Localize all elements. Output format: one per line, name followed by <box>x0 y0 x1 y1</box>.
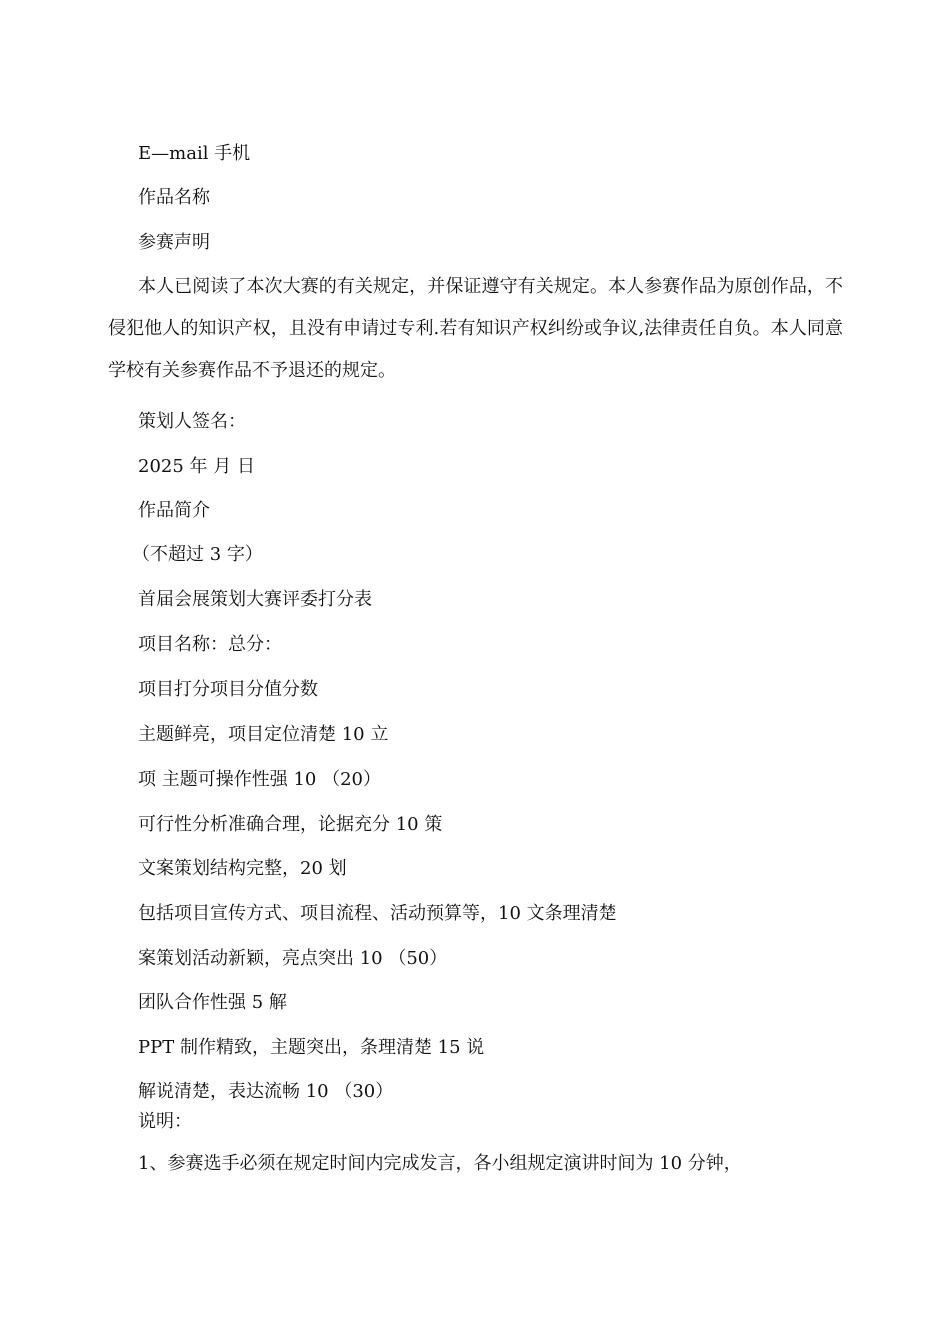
score-row: PPT 制作精致，主题突出，条理清楚 15 说 <box>138 1037 485 1058</box>
date-line: 2025 年 月 日 <box>138 456 255 477</box>
word-limit-note: （不超过 3 字） <box>132 544 263 565</box>
score-row: 案策划活动新颖，亮点突出 10 （50） <box>138 948 448 969</box>
score-row: 项 主题可操作性强 10 （20） <box>138 769 381 790</box>
score-row: 团队合作性强 5 解 <box>138 992 287 1013</box>
project-name-total-line: 项目名称：总分： <box>138 634 282 655</box>
work-name-line: 作品名称 <box>138 187 210 208</box>
score-sheet-title: 首届会展策划大赛评委打分表 <box>138 589 372 610</box>
score-header-line: 项目打分项目分值分数 <box>138 679 318 700</box>
email-phone-line: E—mail 手机 <box>138 143 251 164</box>
score-row: 文案策划结构完整，20 划 <box>138 858 347 879</box>
signature-line: 策划人签名： <box>138 411 246 432</box>
score-row: 包括项目宣传方式、项目流程、活动预算等，10 文条理清楚 <box>138 903 617 924</box>
work-intro-heading: 作品简介 <box>138 500 210 521</box>
notes-item: 1、参赛选手必须在规定时间内完成发言，各小组规定演讲时间为 10 分钟， <box>138 1153 742 1174</box>
declaration-heading: 参赛声明 <box>138 232 210 253</box>
declaration-paragraph: 本人已阅读了本次大赛的有关规定，并保证遵守有关规定。本人参赛作品为原创作品，不侵犯他人的知识产权，且没有申请过专利.若有知识产权纠纷或争议,法律责任自负。本人同意学校有关参赛作品不予退还的规定。 <box>108 276 843 381</box>
score-row: 主题鲜亮，项目定位清楚 10 立 <box>138 724 389 745</box>
notes-heading: 说明： <box>138 1111 192 1132</box>
score-row: 解说清楚，表达流畅 10 （30） <box>138 1081 394 1102</box>
score-row: 可行性分析准确合理，论据充分 10 策 <box>138 814 443 835</box>
